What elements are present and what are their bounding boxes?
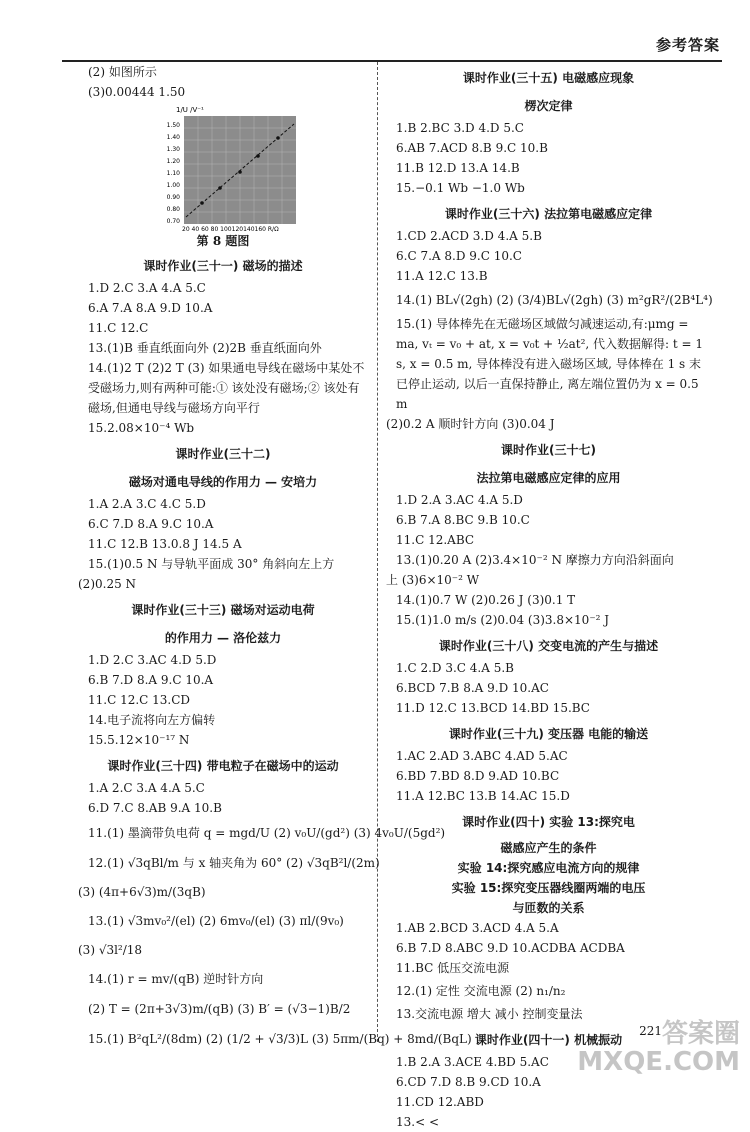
answer-line: 13.(1)B 垂直纸面向外 (2)2B 垂直纸面向外 <box>88 341 322 355</box>
answer-line: 1.A 2.C 3.A 4.A 5.C <box>88 781 205 795</box>
svg-text:1.20: 1.20 <box>166 158 180 165</box>
answer-line: 上 (3)6×10⁻² W <box>386 573 480 587</box>
svg-text:0.80: 0.80 <box>166 206 180 213</box>
answer-line: 6.B 7.D 8.A 9.C 10.A <box>88 673 214 687</box>
figure-y-ticks <box>167 122 181 225</box>
site-watermark <box>577 1020 740 1076</box>
answer-line: 11.(1) 墨滴带负电荷 q = mgd/U (2) v₀U/(gd²) (3) 4v₀U/(5gd²) <box>88 826 446 840</box>
answer-line: 11.A 12.BC 13.B 14.AC 15.D <box>396 789 570 803</box>
answer-line: 15.5.12×10⁻¹⁷ N <box>88 733 190 747</box>
section-title: 课时作业(三十六) 法拉第电磁感应定律 <box>444 207 653 221</box>
answer-line: 11.C 12.ABC <box>396 533 475 547</box>
answer-line: 1.C 2.D 3.C 4.A 5.B <box>396 661 514 675</box>
answer-line: 11.CD 12.ABD <box>396 1095 484 1109</box>
answer-line: 6.C 7.D 8.A 9.C 10.A <box>88 517 214 531</box>
answer-line: 6.B 7.A 8.BC 9.B 10.C <box>396 513 530 527</box>
svg-text:1.50: 1.50 <box>166 122 180 129</box>
section-title: 课时作业(三十四) 带电粒子在磁场中的运动 <box>107 759 339 773</box>
section-subtitle: 楞次定律 <box>524 99 573 113</box>
section-subtitle: 与匝数的关系 <box>512 901 585 915</box>
section-title: 课时作业(四十) 实验 13:探究电 <box>462 815 635 829</box>
answer-line: 6.B 7.D 8.ABC 9.D 10.ACDBA ACDBA <box>396 941 625 955</box>
answer-line: 11.C 12.B 13.0.8 J 14.5 A <box>88 537 242 551</box>
section-title: 课时作业(三十九) 变压器 电能的输送 <box>448 727 649 741</box>
figure-caption: 第 8 题图 <box>196 234 250 248</box>
section-subtitle: 实验 15:探究变压器线圈两端的电压 <box>451 881 646 895</box>
figure-x-ticks: 20 40 60 80 100120140160 R/Ω <box>182 226 279 232</box>
answer-line: 15.(1) B²qL²/(8dm) (2) (1/2 + √3/3)L (3) 5πm/(Bq) + 8md/(BqL) <box>88 1032 472 1046</box>
svg-text:1.10: 1.10 <box>166 170 180 177</box>
section-subtitle: 法拉第电磁感应定律的应用 <box>476 471 621 485</box>
page-number: 221 <box>639 1024 662 1038</box>
answer-line: 15.−0.1 Wb −1.0 Wb <box>396 181 525 195</box>
answer-paragraph: 14.(1)2 T (2)2 T (3) 如果通电导线在磁场中某处不受磁场力,则有两种可能:① 该处没有磁场;② 该处有磁场,但通电导线与磁场方向平行 <box>88 361 365 415</box>
answer-line: 6.D 7.C 8.AB 9.A 10.B <box>88 801 222 815</box>
section-subtitle: 的作用力 — 洛伦兹力 <box>164 631 282 645</box>
svg-text:1.40: 1.40 <box>166 134 180 141</box>
answer-line: 14.电子流将向左方偏转 <box>88 713 216 727</box>
answer-line: (3) √3l²/18 <box>78 943 143 957</box>
right-column <box>386 62 711 1132</box>
answer-line: (3) (4π+6√3)m/(3qB) <box>78 885 206 899</box>
answer-line: 11.B 12.D 13.A 14.B <box>396 161 520 175</box>
answer-line: 6.C 7.A 8.D 9.C 10.C <box>396 249 522 263</box>
answer-line: 14.(1) BL√(2gh) (2) (3/4)BL√(2gh) (3) m²gR²/(2B⁴L⁴) <box>396 293 713 307</box>
answer-line: 13.(1)0.20 A (2)3.4×10⁻² N 摩擦力方向沿斜面向 <box>396 553 674 567</box>
answer-line: 1.B 2.BC 3.D 4.D 5.C <box>396 121 524 135</box>
answer-line: 1.D 2.A 3.AC 4.A 5.D <box>396 493 523 507</box>
column-divider <box>377 62 378 1042</box>
answer-line: 1.AC 2.AD 3.ABC 4.AD 5.AC <box>396 749 568 763</box>
answer-line: 1.D 2.C 3.AC 4.D 5.D <box>88 653 217 667</box>
answer-line: 11.A 12.C 13.B <box>396 269 488 283</box>
answer-paragraph: 15.(1) 导体棒先在无磁场区域做匀减速运动,有:μmg = ma, vₜ = v₀ + at, x = v₀t + ½at², 代入数据解得: t = 1 s, x = 0.5 m, 导体棒没有进入磁场区域, 导体棒在 1 s 末已停止运动, 以后一直保持静止, 离左端位置仍为 x = 0.5 m <box>396 317 704 411</box>
answer-line: 13.< < <box>396 1115 440 1129</box>
svg-text:0.90: 0.90 <box>166 194 180 201</box>
answer-line: 6.CD 7.D 8.B 9.CD 10.A <box>396 1075 541 1089</box>
section-title: 课时作业(三十七) <box>501 443 596 457</box>
answer-line: 14.(1)0.7 W (2)0.26 J (3)0.1 T <box>396 593 576 607</box>
answer-line: 1.D 2.C 3.A 4.A 5.C <box>88 281 206 295</box>
answer-line: (2) T = (2π+3√3)m/(qB) (3) B′ = (√3−1)B/2 <box>88 1002 351 1016</box>
linear-plot <box>158 102 358 232</box>
answer-line: 6.BCD 7.B 8.A 9.D 10.AC <box>396 681 549 695</box>
answer-line: 1.A 2.A 3.C 4.C 5.D <box>88 497 206 511</box>
answer-line: 14.(1) r = mv/(qB) 逆时针方向 <box>88 972 264 986</box>
answer-line: 11.D 12.C 13.BCD 14.BD 15.BC <box>396 701 590 715</box>
section-subtitle: 实验 14:探究感应电流方向的规律 <box>457 861 640 875</box>
section-subtitle: 磁感应产生的条件 <box>500 841 597 855</box>
page-header-title: 参考答案 <box>655 36 720 54</box>
answer-line: 1.CD 2.ACD 3.D 4.A 5.B <box>396 229 542 243</box>
watermark-text: 答案圈 MXQE.COM <box>577 1019 740 1077</box>
section-title: 课时作业(三十一) 磁场的描述 <box>143 259 303 273</box>
intro-line: (2) 如图所示 <box>88 65 157 79</box>
answer-line: 11.C 12.C <box>88 321 149 335</box>
answer-line: 12.(1) 定性 交流电源 (2) n₁/n₂ <box>396 984 566 998</box>
answer-line: (2)0.25 N <box>78 577 137 591</box>
svg-text:1.00: 1.00 <box>166 182 180 189</box>
answer-line: 15.(1)1.0 m/s (2)0.04 (3)3.8×10⁻² J <box>396 613 610 627</box>
figure-8 <box>78 102 368 232</box>
answer-line: 15.(1)0.5 N 与导轨平面成 30° 角斜向左上方 <box>88 557 335 571</box>
section-title: 课时作业(三十八) 交变电流的产生与描述 <box>438 639 659 653</box>
section-title: 课时作业(三十三) 磁场对运动电荷 <box>131 603 315 617</box>
section-subtitle: 磁场对通电导线的作用力 — 安培力 <box>128 475 318 489</box>
section-title: 课时作业(四十一) 机械振动 <box>474 1033 623 1047</box>
answer-line: 6.A 7.A 8.A 9.D 10.A <box>88 301 213 315</box>
answer-line: (2)0.2 A 顺时针方向 (3)0.04 J <box>386 417 555 431</box>
svg-text:1.30: 1.30 <box>166 146 180 153</box>
answer-line: 11.BC 低压交流电源 <box>396 961 510 975</box>
answer-line: 13.(1) √3mv₀²/(el) (2) 6mv₀/(el) (3) πl/(9v₀) <box>88 914 344 928</box>
answer-line: 11.C 12.C 13.CD <box>88 693 191 707</box>
answer-line: 13.交流电源 增大 减小 控制变量法 <box>396 1007 583 1021</box>
intro-line: (3)0.00444 1.50 <box>88 85 186 99</box>
answer-line: 15.2.08×10⁻⁴ Wb <box>88 421 195 435</box>
figure-y-label: 1/U /V⁻¹ <box>176 106 204 114</box>
answer-line: 6.BD 7.BD 8.D 9.AD 10.BC <box>396 769 560 783</box>
answer-line: 1.AB 2.BCD 3.ACD 4.A 5.A <box>396 921 559 935</box>
answer-line: 1.B 2.A 3.ACE 4.BD 5.AC <box>396 1055 549 1069</box>
section-title: 课时作业(三十二) <box>175 447 271 461</box>
section-title: 课时作业(三十五) 电磁感应现象 <box>462 71 635 85</box>
svg-text:0.70: 0.70 <box>166 218 180 225</box>
answer-line: 6.AB 7.ACD 8.B 9.C 10.B <box>396 141 548 155</box>
answer-line: 12.(1) √3qBl/m 与 x 轴夹角为 60° (2) √3qB²l/(2m) <box>88 856 380 870</box>
